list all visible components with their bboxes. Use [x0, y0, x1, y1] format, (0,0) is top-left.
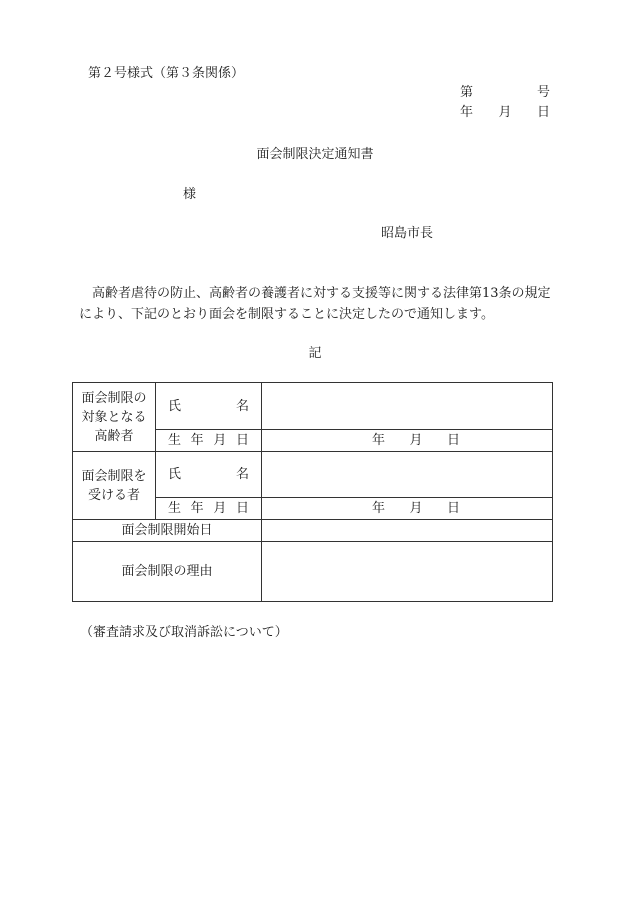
reason-label: 面会制限の理由: [73, 542, 262, 602]
form-id: 第２号様式（第３条関係）: [88, 66, 245, 81]
dob-label-tsuki: 月: [213, 501, 227, 516]
recipient-category: [73, 452, 156, 520]
dob-label-tsuki: 月: [213, 433, 227, 448]
recipient-dob-label: [156, 498, 262, 520]
reason-row: [73, 542, 553, 602]
document-title: 面会制限決定通知書: [256, 147, 374, 162]
recipient-name-row: [73, 452, 553, 498]
name-label-shi: 氏: [168, 398, 182, 414]
subject-name-field[interactable]: [262, 383, 553, 430]
doc-number-suffix: 号: [536, 85, 550, 100]
dob-label-nen: 年: [190, 501, 204, 516]
subject-line-1: 面会制限の: [81, 390, 147, 406]
recipient-line-1: 面会制限を: [81, 468, 147, 484]
issue-date-day: 日: [536, 105, 550, 120]
document-number: [460, 85, 550, 101]
subject-line-3: 高齢者: [94, 428, 134, 444]
start-date-label: 面会制限開始日: [73, 520, 262, 542]
issuer-name: 昭島市長: [381, 226, 434, 241]
dob-label-hi: 日: [235, 433, 249, 448]
dob-label-sei: 生: [168, 501, 182, 516]
subject-category: [73, 383, 156, 452]
issue-date: [460, 105, 550, 121]
name-label-mei: 名: [235, 467, 249, 482]
start-date-field[interactable]: [262, 520, 553, 542]
subject-dob-year: 年: [372, 433, 386, 448]
recipient-line-2: 受ける者: [87, 487, 140, 503]
recipient-name-label: [156, 452, 262, 498]
subject-name-label: [156, 383, 262, 430]
recipient-dob-year: 年: [372, 501, 386, 516]
dob-label-sei: 生: [168, 433, 182, 448]
subject-line-2: 対象となる: [81, 409, 147, 425]
recipient-dob-field[interactable]: [262, 498, 553, 520]
name-label-shi: 氏: [168, 467, 182, 482]
subject-dob-label: [156, 430, 262, 452]
subject-dob-field[interactable]: [262, 430, 553, 452]
subject-name-row: [73, 383, 553, 430]
recipient-dob-day: 日: [446, 501, 460, 516]
reason-field[interactable]: [262, 542, 553, 602]
start-date-row: [73, 520, 553, 542]
subject-dob-month: 月: [409, 433, 423, 448]
name-label-mei: 名: [235, 398, 249, 414]
footnote: （審査請求及び取消訴訟について）: [80, 625, 288, 640]
issue-date-month: 月: [498, 105, 512, 120]
body-line-2: により、下記のとおり面会を制限することに決定したので通知します。: [79, 307, 494, 322]
addressee-suffix: 様: [183, 187, 197, 202]
dob-label-nen: 年: [190, 433, 204, 448]
recipient-name-field[interactable]: [262, 452, 553, 498]
ki-heading: 記: [308, 346, 322, 361]
body-line-1: 高齢者虐待の防止、高齢者の養護者に対する支援等に関する法律第13条の規定: [92, 286, 551, 301]
recipient-dob-month: 月: [409, 501, 423, 516]
doc-number-prefix: 第: [460, 85, 474, 100]
dob-label-hi: 日: [235, 501, 249, 516]
restriction-table: [72, 382, 553, 602]
issue-date-year: 年: [460, 105, 474, 120]
subject-dob-day: 日: [446, 433, 460, 448]
